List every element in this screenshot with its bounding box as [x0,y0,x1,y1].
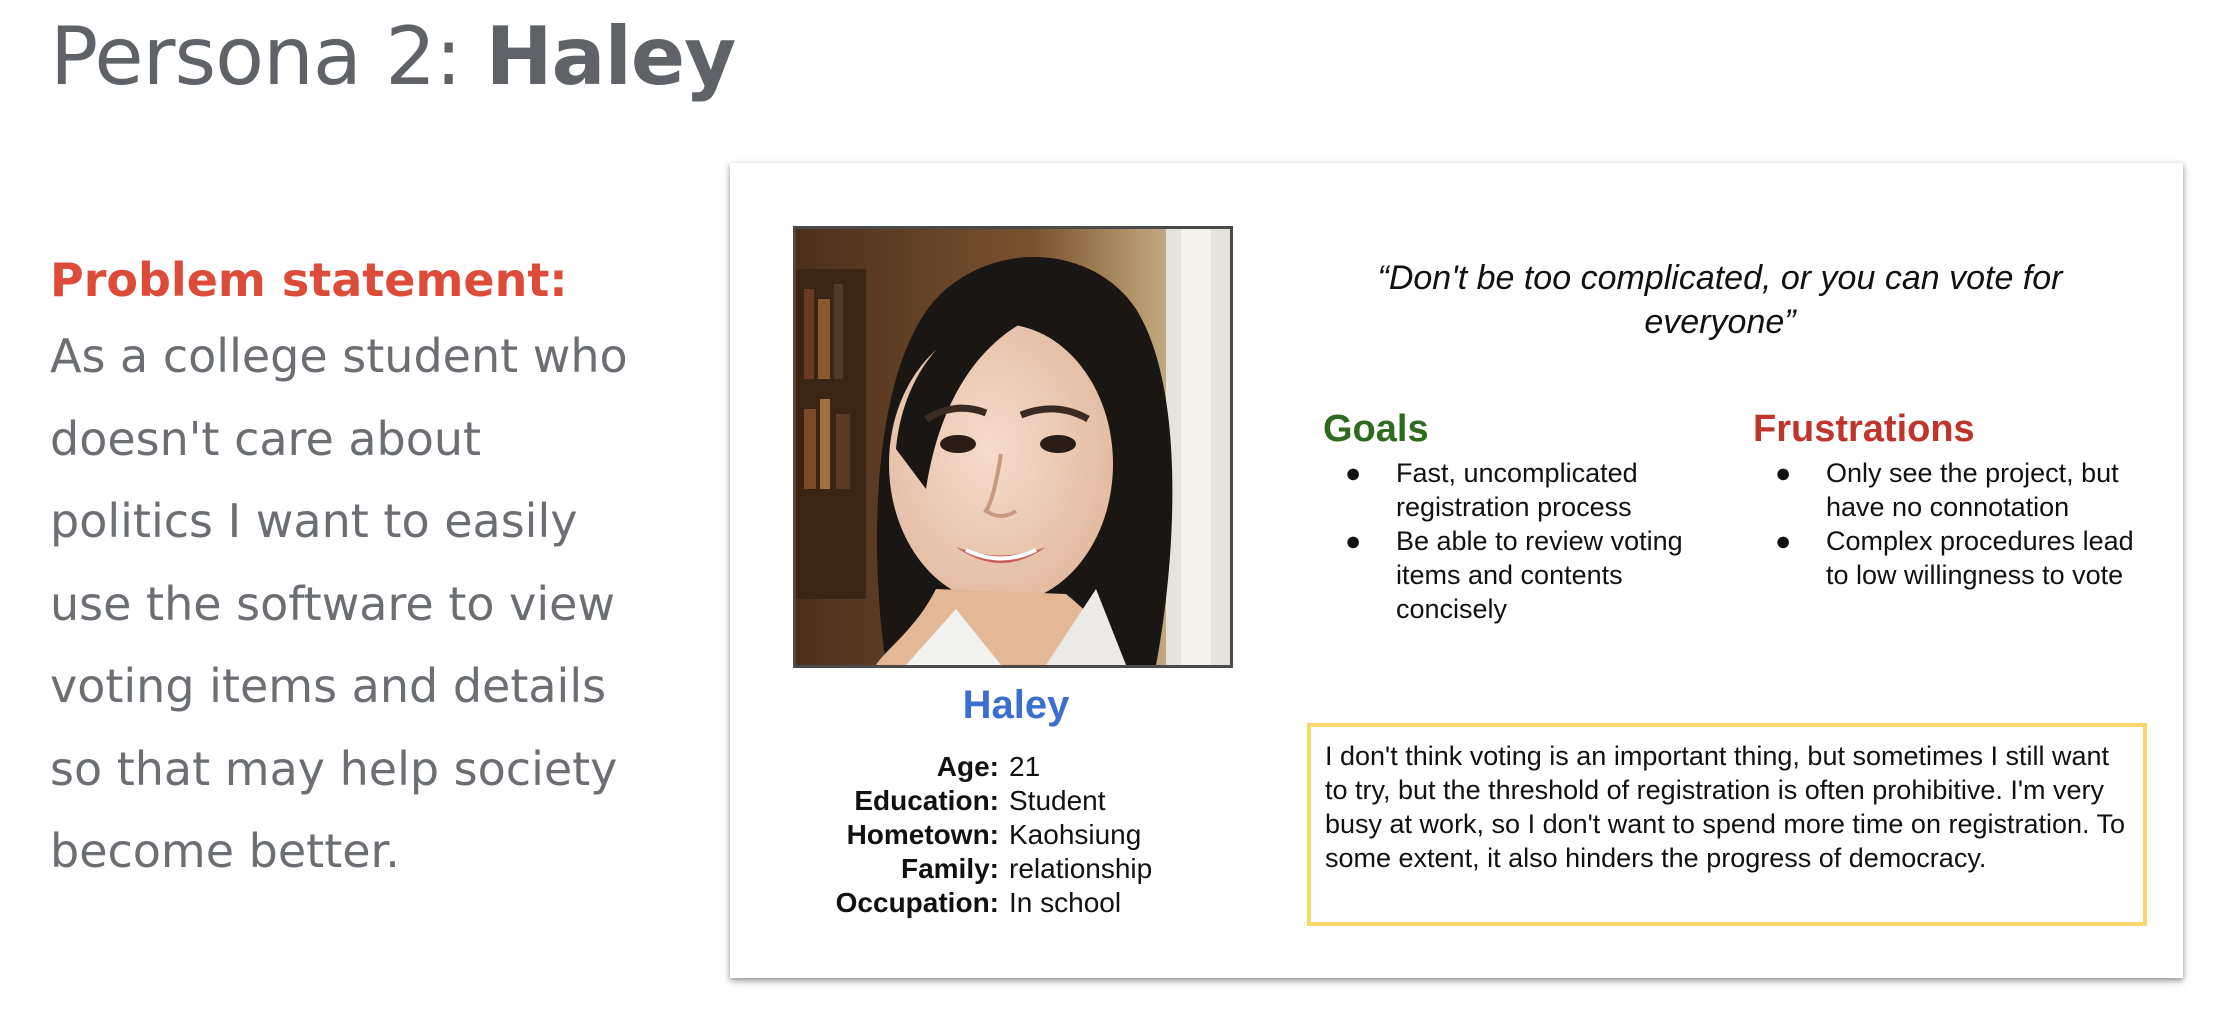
fact-value: Student [1009,785,1106,816]
bullet-icon: ● [1345,458,1362,488]
page-title-name: Haley [485,10,736,103]
frustrations-list [1753,456,2163,592]
fact-age [793,750,1239,784]
frustration-text: Only see the project, but have no connotation [1826,458,2119,522]
goal-item [1323,456,1703,524]
fact-hometown [793,818,1239,852]
portrait-image [796,229,1230,665]
bullet-icon: ● [1775,458,1792,488]
problem-heading: Problem statement: [50,253,568,307]
goal-text: Be able to review voting items and contents concisely [1396,526,1683,624]
fact-value: In school [1009,887,1122,918]
problem-line: politics I want to easily [50,494,578,548]
persona-name: Haley [962,683,1070,727]
fact-value: Kaohsiung [1009,819,1142,850]
fact-family [793,852,1239,886]
fact-value: relationship [1009,853,1153,884]
problem-line: become better. [50,824,400,878]
bullet-icon: ● [1775,526,1792,556]
frustration-item [1753,456,2163,524]
persona-card [730,163,2183,978]
page-title-prefix: Persona 2: [50,10,486,103]
frustrations-heading: Frustrations [1753,408,1975,450]
goals-heading: Goals [1323,408,1429,450]
problem-line: As a college student who [50,329,628,383]
fact-key: Occupation: [835,887,999,918]
problem-line: so that may help society [50,741,618,796]
fact-key: Hometown: [846,819,999,850]
problem-line: voting items and details [50,659,607,713]
fact-occupation [793,886,1239,920]
goals-list [1323,456,1703,626]
bullet-icon: ● [1345,526,1362,556]
fact-key: Age: [936,751,999,782]
frustration-text: Complex procedures lead to low willingness to vote [1826,526,2134,590]
problem-line: doesn't care about [50,411,482,466]
problem-line: use the software to view [50,576,616,631]
persona-quote: “Don't be too complicated, or you can vote for everyone” [1377,259,2063,341]
fact-value: 21 [1009,751,1041,782]
persona-bio: I don't think voting is an important thing, but sometimes I still want to try, but the threshold of registration is often prohibitive. I'm very busy at work, so I don't want to spend more time on registration. To some extent, it also hinders the progress of democracy. [1307,723,2147,926]
goal-text: Fast, uncomplicated registration process [1396,458,1638,522]
persona-facts [793,750,1239,920]
goal-item [1323,524,1703,626]
fact-key: Education: [854,785,999,816]
page-title [50,10,735,103]
fact-education [793,784,1239,818]
problem-statement [50,245,630,893]
frustration-item [1753,524,2163,592]
persona-photo [793,226,1233,668]
fact-key: Family: [900,853,999,884]
